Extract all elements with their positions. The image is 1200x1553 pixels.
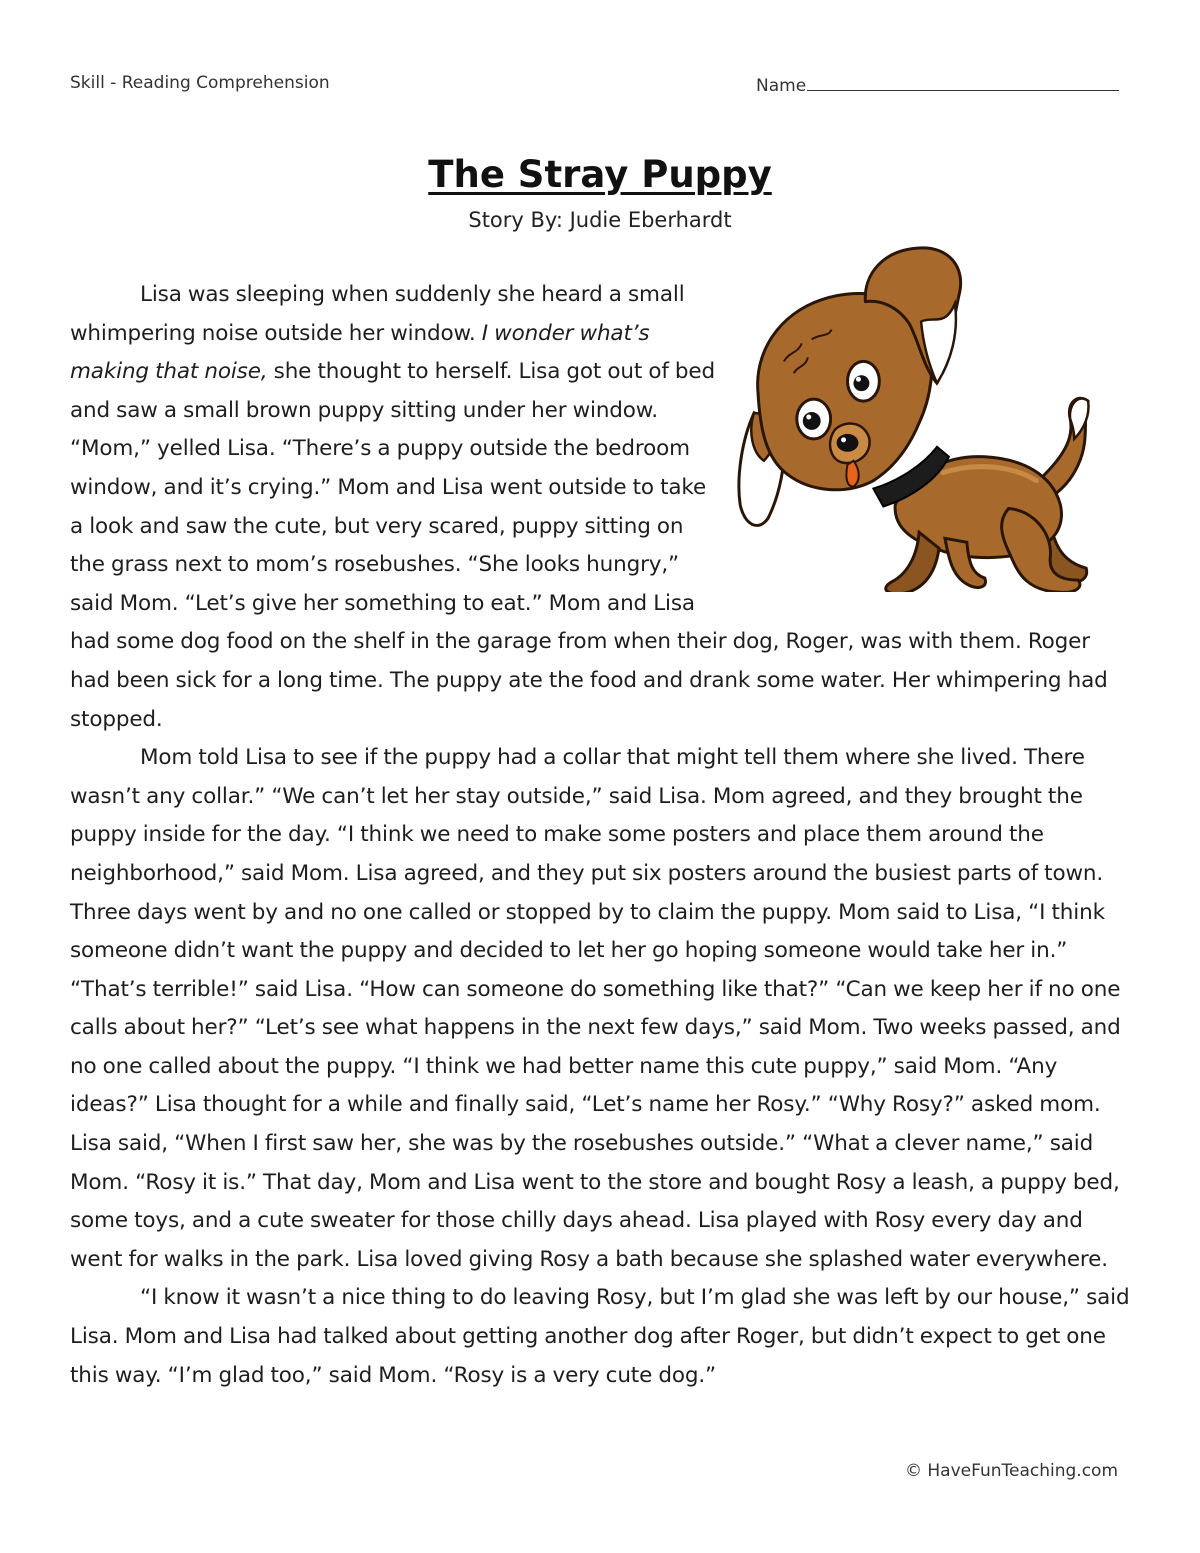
story-paragraph-2: Mom told Lisa to see if the puppy had a collar that might tell them where she lived. There wasn’t any collar.” “We can’t let her stay outside,” said Lisa. Mom agreed, and they brought the puppy inside for the day. “I think we need to make some posters and place them around the neighborhood,” said Mom. Lisa agreed, and they put six posters around the busiest parts of town. Three days went by and no one called or stopped by to claim the puppy. Mom said to Lisa, “I think someone didn’t want the puppy and decided to let her go hoping someone would take her in.” “That’s terrible!” said Lisa. “How can someone do something like that?” “Can we keep her if no one calls about her?” “Let’s see what happens in the next few days,” said Mom. Two weeks passed, and no one called about the puppy. “I think we had better name this cute puppy,” said Mom. “Any ideas?” Lisa thought for a while and finally said, “Let’s name her Rosy.” “Why Rosy?” asked mom. Lisa said, “When I first saw her, she was by the rosebushes outside.” “What a clever name,” said Mom. “Rosy it is.” That day, Mom and Lisa went to the store and bought Rosy a leash, a puppy bed, some toys, and a cute sweater for those chilly days ahead. Lisa played with Rosy every day and went for walks in the park. Lisa loved giving Rosy a bath because she splashed water everywhere. — [70, 745, 1121, 1272]
story-paragraph-1-start: Lisa was sleeping when suddenly she heard a small whimpering noise outside her window. — [70, 282, 685, 346]
name-field[interactable] — [756, 73, 1119, 96]
story-paragraph-1-italic: I wonder what’s making that noise, — [70, 320, 650, 385]
copyright-footer: © HaveFunTeaching.com — [904, 1461, 1118, 1481]
name-blank-line[interactable] — [807, 73, 1119, 91]
story-body — [70, 276, 1132, 1395]
story-byline: Story By: Judie Eberhardt — [468, 208, 732, 232]
name-label: Name — [756, 76, 807, 96]
story-paragraph-1-end: she thought to herself. Lisa got out of bed and saw a small brown puppy sitting under her window. “Mom,” yelled Lisa. “There’s a puppy outside the bedroom window, and it’s crying.” Mom and Lisa went outside to take a look and saw the cute, but very scared, puppy sitting on the grass next to mom’s rosebushes. “She looks hungry,” said Mom. “Let’s give her something to eat.” Mom and Lisa had some dog food on the shelf in the garage from when their dog, Roger, was with them. Roger had been sick for a long time. The puppy ate the food and drank some water. Her whimpering had stopped. — [70, 359, 1108, 732]
skill-label: Skill - Reading Comprehension — [70, 73, 330, 93]
page-title: The Stray Puppy — [428, 153, 772, 196]
puppy-illustration — [724, 244, 1152, 592]
story-paragraph-3: “I know it wasn’t a nice thing to do leaving Rosy, but I’m glad she was left by our house,” said Lisa. Mom and Lisa had talked about getting another dog after Roger, but didn’t expect to get one this way. “I’m glad too,” said Mom. “Rosy is a very cute dog.” — [70, 1285, 1130, 1388]
